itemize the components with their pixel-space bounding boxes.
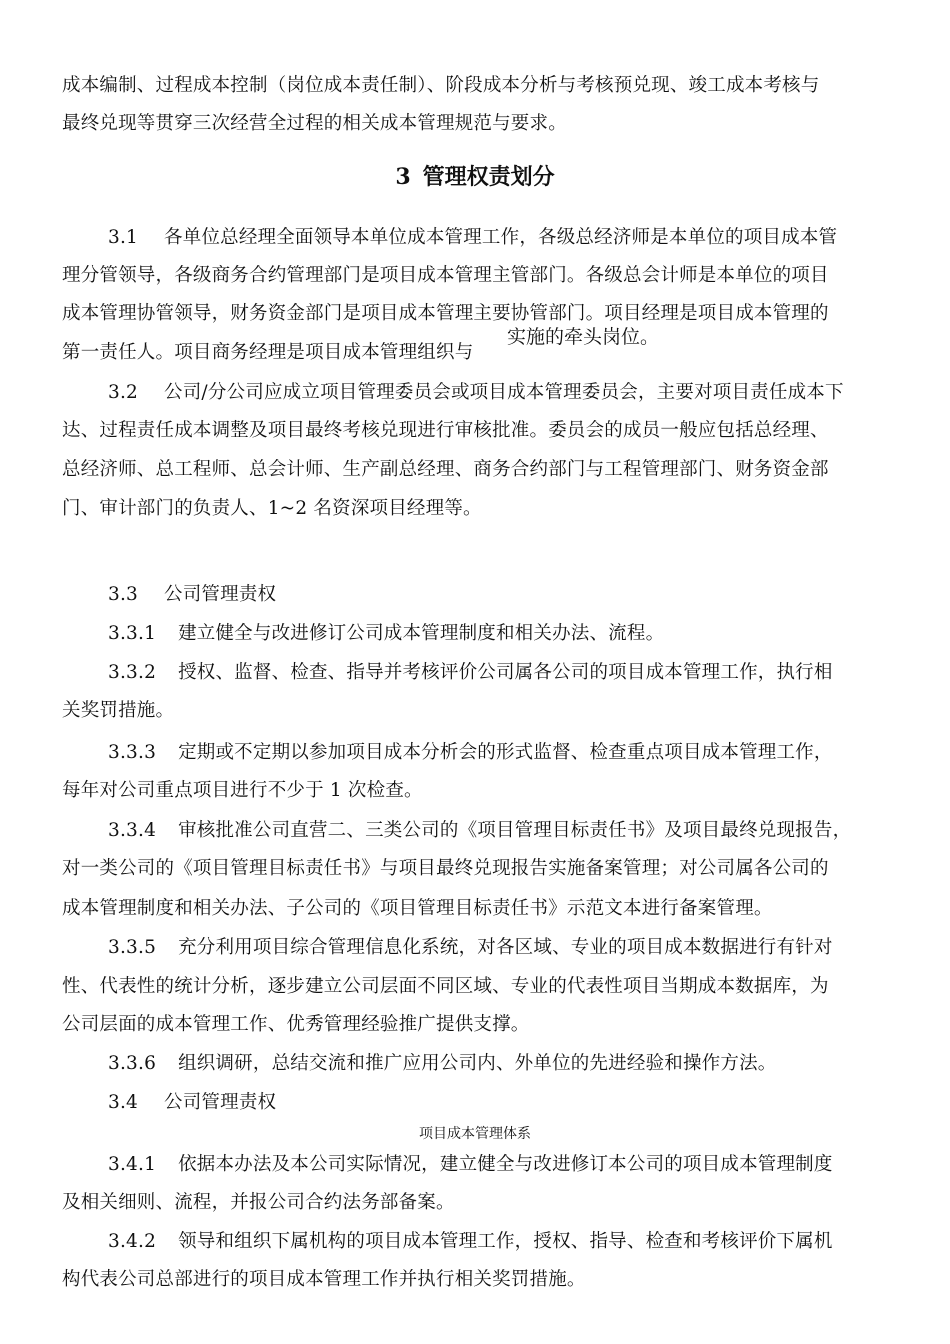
- clause-text: 授权、监督、检查、指导并考核评价公司属各公司的项目成本管理工作，执行相: [178, 662, 833, 683]
- clause-title: 公司管理责权: [164, 584, 277, 605]
- paragraph-line: 对一类公司的《项目管理目标责任书》与项目最终兑现报告实施备案管理；对公司属各公司的: [62, 858, 829, 879]
- clause-3-3-1-line: [108, 622, 664, 646]
- paragraph-line: 成本编制、过程成本控制（岗位成本责任制）、阶段成本分析与考核预兑现、竣工成本考核与: [62, 75, 820, 96]
- section-title: 管理权责划分: [422, 164, 555, 190]
- clause-number: 3.2: [108, 382, 139, 403]
- clause-3-3-5-line: [108, 936, 833, 960]
- paragraph-line: 理分管领导，各级商务合约管理部门是项目成本管理主管部门。各级总会计师是本单位的项目: [62, 265, 829, 286]
- floating-text: 实施的牵头岗位。: [507, 326, 660, 348]
- clause-3-3-6-line: [108, 1052, 776, 1076]
- clause-text: 审核批准公司直营二、三类公司的《项目管理目标责任书》及项目最终兑现报告，: [178, 820, 852, 841]
- clause-number: 3.3: [108, 584, 139, 605]
- clause-number: 3.3.2: [108, 662, 157, 683]
- clause-title: 公司管理责权: [164, 1092, 277, 1113]
- paragraph-line: 构代表公司总部进行的项目成本管理工作并执行相关奖罚措施。: [62, 1269, 586, 1290]
- figure-caption: 项目成本管理体系: [419, 1126, 531, 1142]
- paragraph-line: 达、过程责任成本调整及项目最终考核兑现进行审核批准。委员会的成员一般应包括总经理、: [62, 420, 829, 441]
- paragraph-line: 性、代表性的统计分析，逐步建立公司层面不同区域、专业的代表性项目当期成本数据库，为: [62, 976, 829, 997]
- clause-number: 3.3.6: [108, 1053, 157, 1074]
- clause-3-4-2-line: [108, 1230, 833, 1254]
- section-heading: [0, 163, 950, 191]
- paragraph-line: 成本管理协管领导，财务资金部门是项目成本管理主要协管部门。项目经理是项目成本管理的: [62, 303, 829, 324]
- clause-3-3-2-line: [108, 661, 833, 685]
- clause-text: 各单位总经理全面领导本单位成本管理工作，各级总经济师是本单位的项目成本管: [164, 227, 838, 248]
- paragraph-line: 第一责任人。项目商务经理是项目成本管理组织与: [62, 342, 474, 363]
- clause-text: 建立健全与改进修订公司成本管理制度和相关办法、流程。: [178, 623, 665, 644]
- paragraph-line: 及相关细则、流程，并报公司合约法务部备案。: [62, 1192, 455, 1213]
- clause-text: 充分利用项目综合管理信息化系统，对各区域、专业的项目成本数据进行有针对: [178, 937, 833, 958]
- clause-text: 依据本办法及本公司实际情况，建立健全与改进修订本公司的项目成本管理制度: [178, 1154, 833, 1175]
- clause-number: 3.3.4: [108, 820, 157, 841]
- clause-3-4-1-line: [108, 1153, 833, 1177]
- clause-3-3-line: [108, 583, 276, 607]
- paragraph-line: 门、审计部门的负责人、1~2 名资深项目经理等。: [62, 498, 482, 519]
- paragraph-line: 关奖罚措施。: [62, 700, 175, 721]
- clause-3-1-line: [108, 226, 837, 250]
- clause-number: 3.4: [108, 1092, 139, 1113]
- clause-number: 3.4.1: [108, 1154, 157, 1175]
- clause-text: 组织调研，总结交流和推广应用公司内、外单位的先进经验和操作方法。: [178, 1053, 777, 1074]
- clause-number: 3.3.1: [108, 623, 157, 644]
- paragraph-line: 公司层面的成本管理工作、优秀管理经验推广提供支撑。: [62, 1014, 530, 1035]
- clause-number: 3.3.3: [108, 742, 157, 763]
- paragraph-line: 最终兑现等贯穿三次经营全过程的相关成本管理规范与要求。: [62, 113, 567, 134]
- clause-text: 定期或不定期以参加项目成本分析会的形式监督、检查重点项目成本管理工作，: [178, 742, 833, 763]
- clause-number: 3.4.2: [108, 1231, 157, 1252]
- clause-number: 3.3.5: [108, 937, 157, 958]
- paragraph-line: 每年对公司重点项目进行不少于 1 次检查。: [62, 780, 423, 801]
- clause-text: 领导和组织下属机构的项目成本管理工作，授权、指导、检查和考核评价下属机: [178, 1231, 833, 1252]
- section-number: 3: [395, 164, 411, 190]
- clause-text: 公司/分公司应成立项目管理委员会或项目成本管理委员会，主要对项目责任成本下: [164, 382, 844, 403]
- paragraph-line: 成本管理制度和相关办法、子公司的《项目管理目标责任书》示范文本进行备案管理。: [62, 898, 773, 919]
- clause-3-4-line: [108, 1091, 276, 1115]
- clause-3-2-line: [108, 381, 844, 405]
- clause-3-3-3-line: [108, 741, 833, 765]
- clause-3-3-4-line: [108, 819, 851, 843]
- paragraph-line: 总经济师、总工程师、总会计师、生产副总经理、商务合约部门与工程管理部门、财务资金部: [62, 459, 829, 480]
- clause-number: 3.1: [108, 227, 139, 248]
